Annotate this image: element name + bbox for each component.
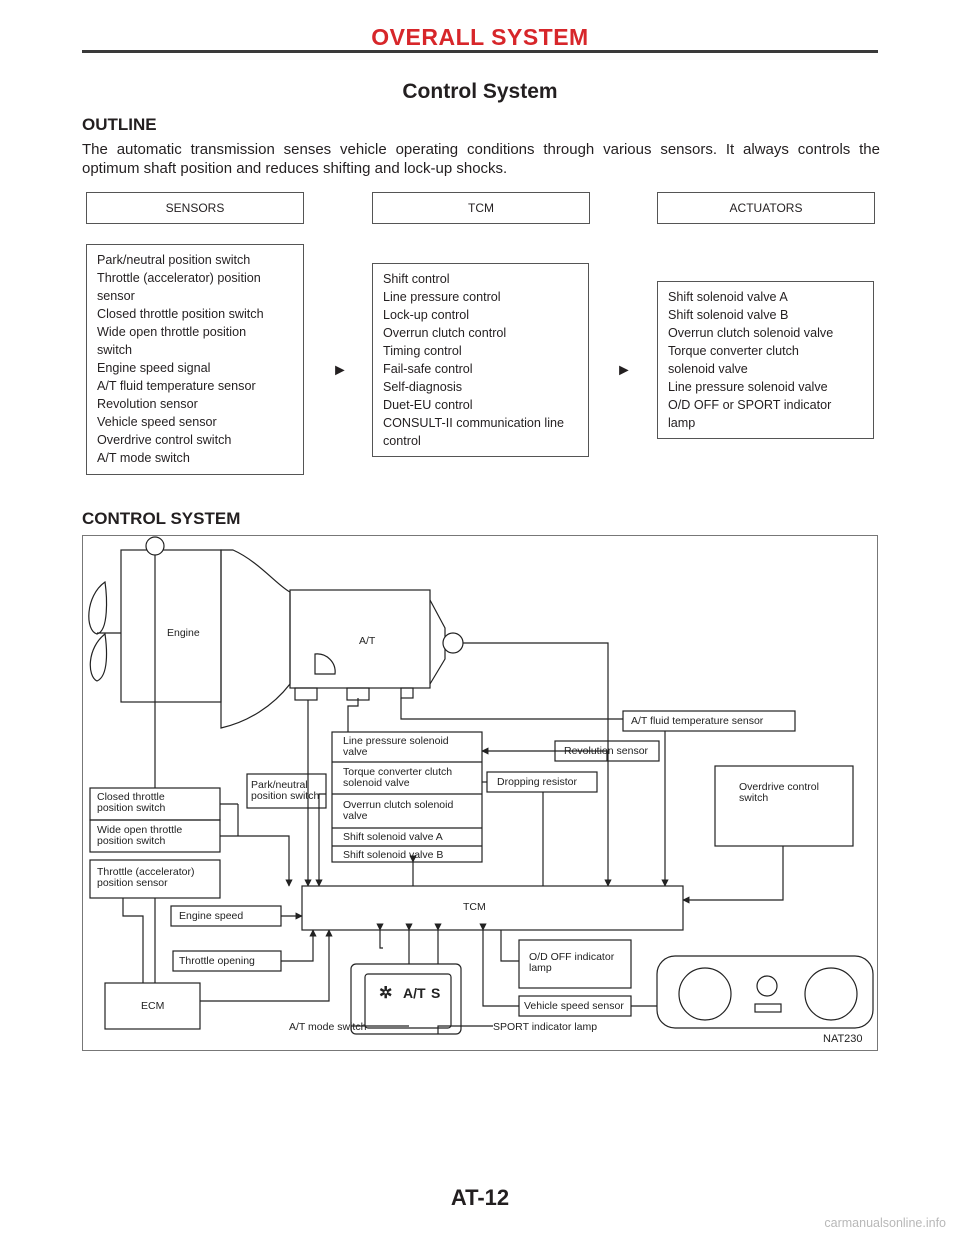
fan-blade-icon [90,634,106,681]
switch-s-label: S [431,985,441,1001]
outline-heading: OUTLINE [82,115,157,134]
header-title: OVERALL SYSTEM [371,24,589,50]
list-item: solenoid valve [668,362,748,376]
overrun-clutch-label-2: valve [343,810,368,822]
list-item: Vehicle speed sensor [97,415,217,429]
list-item: lamp [668,416,696,430]
torque-converter-label-2: solenoid valve [343,777,410,789]
tcm-list [372,263,589,457]
list-item: Shift solenoid valve A [668,290,788,304]
overrun-clutch-label: Overrun clutch solenoid [343,799,454,811]
list-item: Throttle (accelerator) position [97,271,261,285]
list-item: Overrun clutch control [383,326,507,340]
arrow-right-icon: ► [616,362,632,379]
arrow-right-icon: ► [332,362,348,379]
at-label: A/T [359,635,376,647]
list-item: Engine speed signal [97,361,211,375]
throttle-opening-label: Throttle opening [179,955,255,967]
at-mode-switch-label: A/T mode switch [289,1021,367,1033]
line-pressure-label: Line pressure solenoid [343,735,449,747]
shift-solenoid-a-label: Shift solenoid valve A [343,831,443,843]
at-sensor-icon [443,633,463,653]
vehicle-speed-label: Vehicle speed sensor [524,1000,624,1012]
fan-blade-icon [89,582,107,634]
watermark: carmanualsonline.info [824,1216,946,1230]
list-item: Lock-up control [383,308,470,322]
od-off-label-2: lamp [529,962,552,974]
throttle-sensor-label-2: position sensor [97,877,168,889]
speed-sensor-icon [315,654,335,674]
park-neutral-label: Park/neutral [251,779,308,791]
list-item: control [383,434,421,448]
od-off-label: O/D OFF indicator [529,951,615,963]
list-item: Duet-EU control [383,398,473,412]
engine-speed-label: Engine speed [179,910,244,922]
list-item: Overdrive control switch [97,433,232,447]
sport-indicator-label: SPORT indicator lamp [493,1021,598,1033]
list-item: O/D OFF or SPORT indicator [668,398,832,412]
outline-text: The automatic transmission senses vehicle operating conditions through various sensors. It always controls the optimum shaft position and reduces shifting and lock-up shocks. [82,141,880,177]
wide-open-throttle-label: Wide open throttle [97,824,183,836]
engine-sensor-icon [146,537,164,555]
list-item: Line pressure solenoid valve [668,380,828,394]
list-item: Timing control [383,344,462,358]
list-item: Torque converter clutch [668,344,799,358]
closed-throttle-label-2: position switch [97,802,166,814]
actuators-list [657,281,874,439]
list-item: sensor [97,289,135,303]
shift-solenoid-b-label: Shift solenoid valve B [343,849,444,861]
ecm-label: ECM [141,1000,165,1012]
list-item: Shift control [383,272,450,286]
list-item: Self-diagnosis [383,380,463,394]
list-item: Overrun clutch solenoid valve [668,326,834,340]
closed-throttle-label: Closed throttle [97,791,165,803]
list-item: A/T mode switch [97,451,190,465]
list-item: Wide open throttle position [97,325,247,339]
engine-label: Engine [167,627,200,639]
list-item: Shift solenoid valve B [668,308,789,322]
throttle-sensor-label: Throttle (accelerator) [97,866,195,878]
wide-open-throttle-label-2: position switch [97,835,166,847]
park-neutral-label-2: position switch [251,790,320,802]
list-item: CONSULT-II communication line [383,416,565,430]
overdrive-switch-label-2: switch [739,792,769,804]
overdrive-switch-label: Overdrive control [739,781,819,793]
tcm-header: TCM [372,192,590,224]
figure-id: NAT230 [823,1033,863,1045]
switch-snow-icon: ✲ [379,985,393,1002]
tcm-label: TCM [463,901,486,913]
header-rule [82,50,878,53]
list-item: switch [97,343,132,357]
control-system-heading: CONTROL SYSTEM [82,509,241,528]
dropping-resistor-label: Dropping resistor [497,776,577,788]
sensors-list [86,244,304,475]
at-fluid-temp-label: A/T fluid temperature sensor [631,715,764,727]
torque-converter-label: Torque converter clutch [343,766,453,778]
engine-block [121,550,221,702]
sensors-header: SENSORS [86,192,304,224]
actuators-header: ACTUATORS [657,192,875,224]
control-system-diagram [82,535,878,1051]
instrument-cluster [657,956,873,1028]
overdrive-switch-box [715,766,853,846]
tcm-box [302,886,683,930]
list-item: A/T fluid temperature sensor [97,379,256,393]
list-item: Park/neutral position switch [97,253,251,267]
list-item: Line pressure control [383,290,501,304]
list-item: Closed throttle position switch [97,307,264,321]
page-number: AT-12 [450,1185,510,1210]
list-item: Revolution sensor [97,397,198,411]
switch-at-label: A/T [403,985,426,1001]
page-title: Control System [402,80,558,103]
list-item: Fail-safe control [383,362,473,376]
revolution-sensor-label: Revolution sensor [564,745,649,757]
line-pressure-label-2: valve [343,746,368,758]
